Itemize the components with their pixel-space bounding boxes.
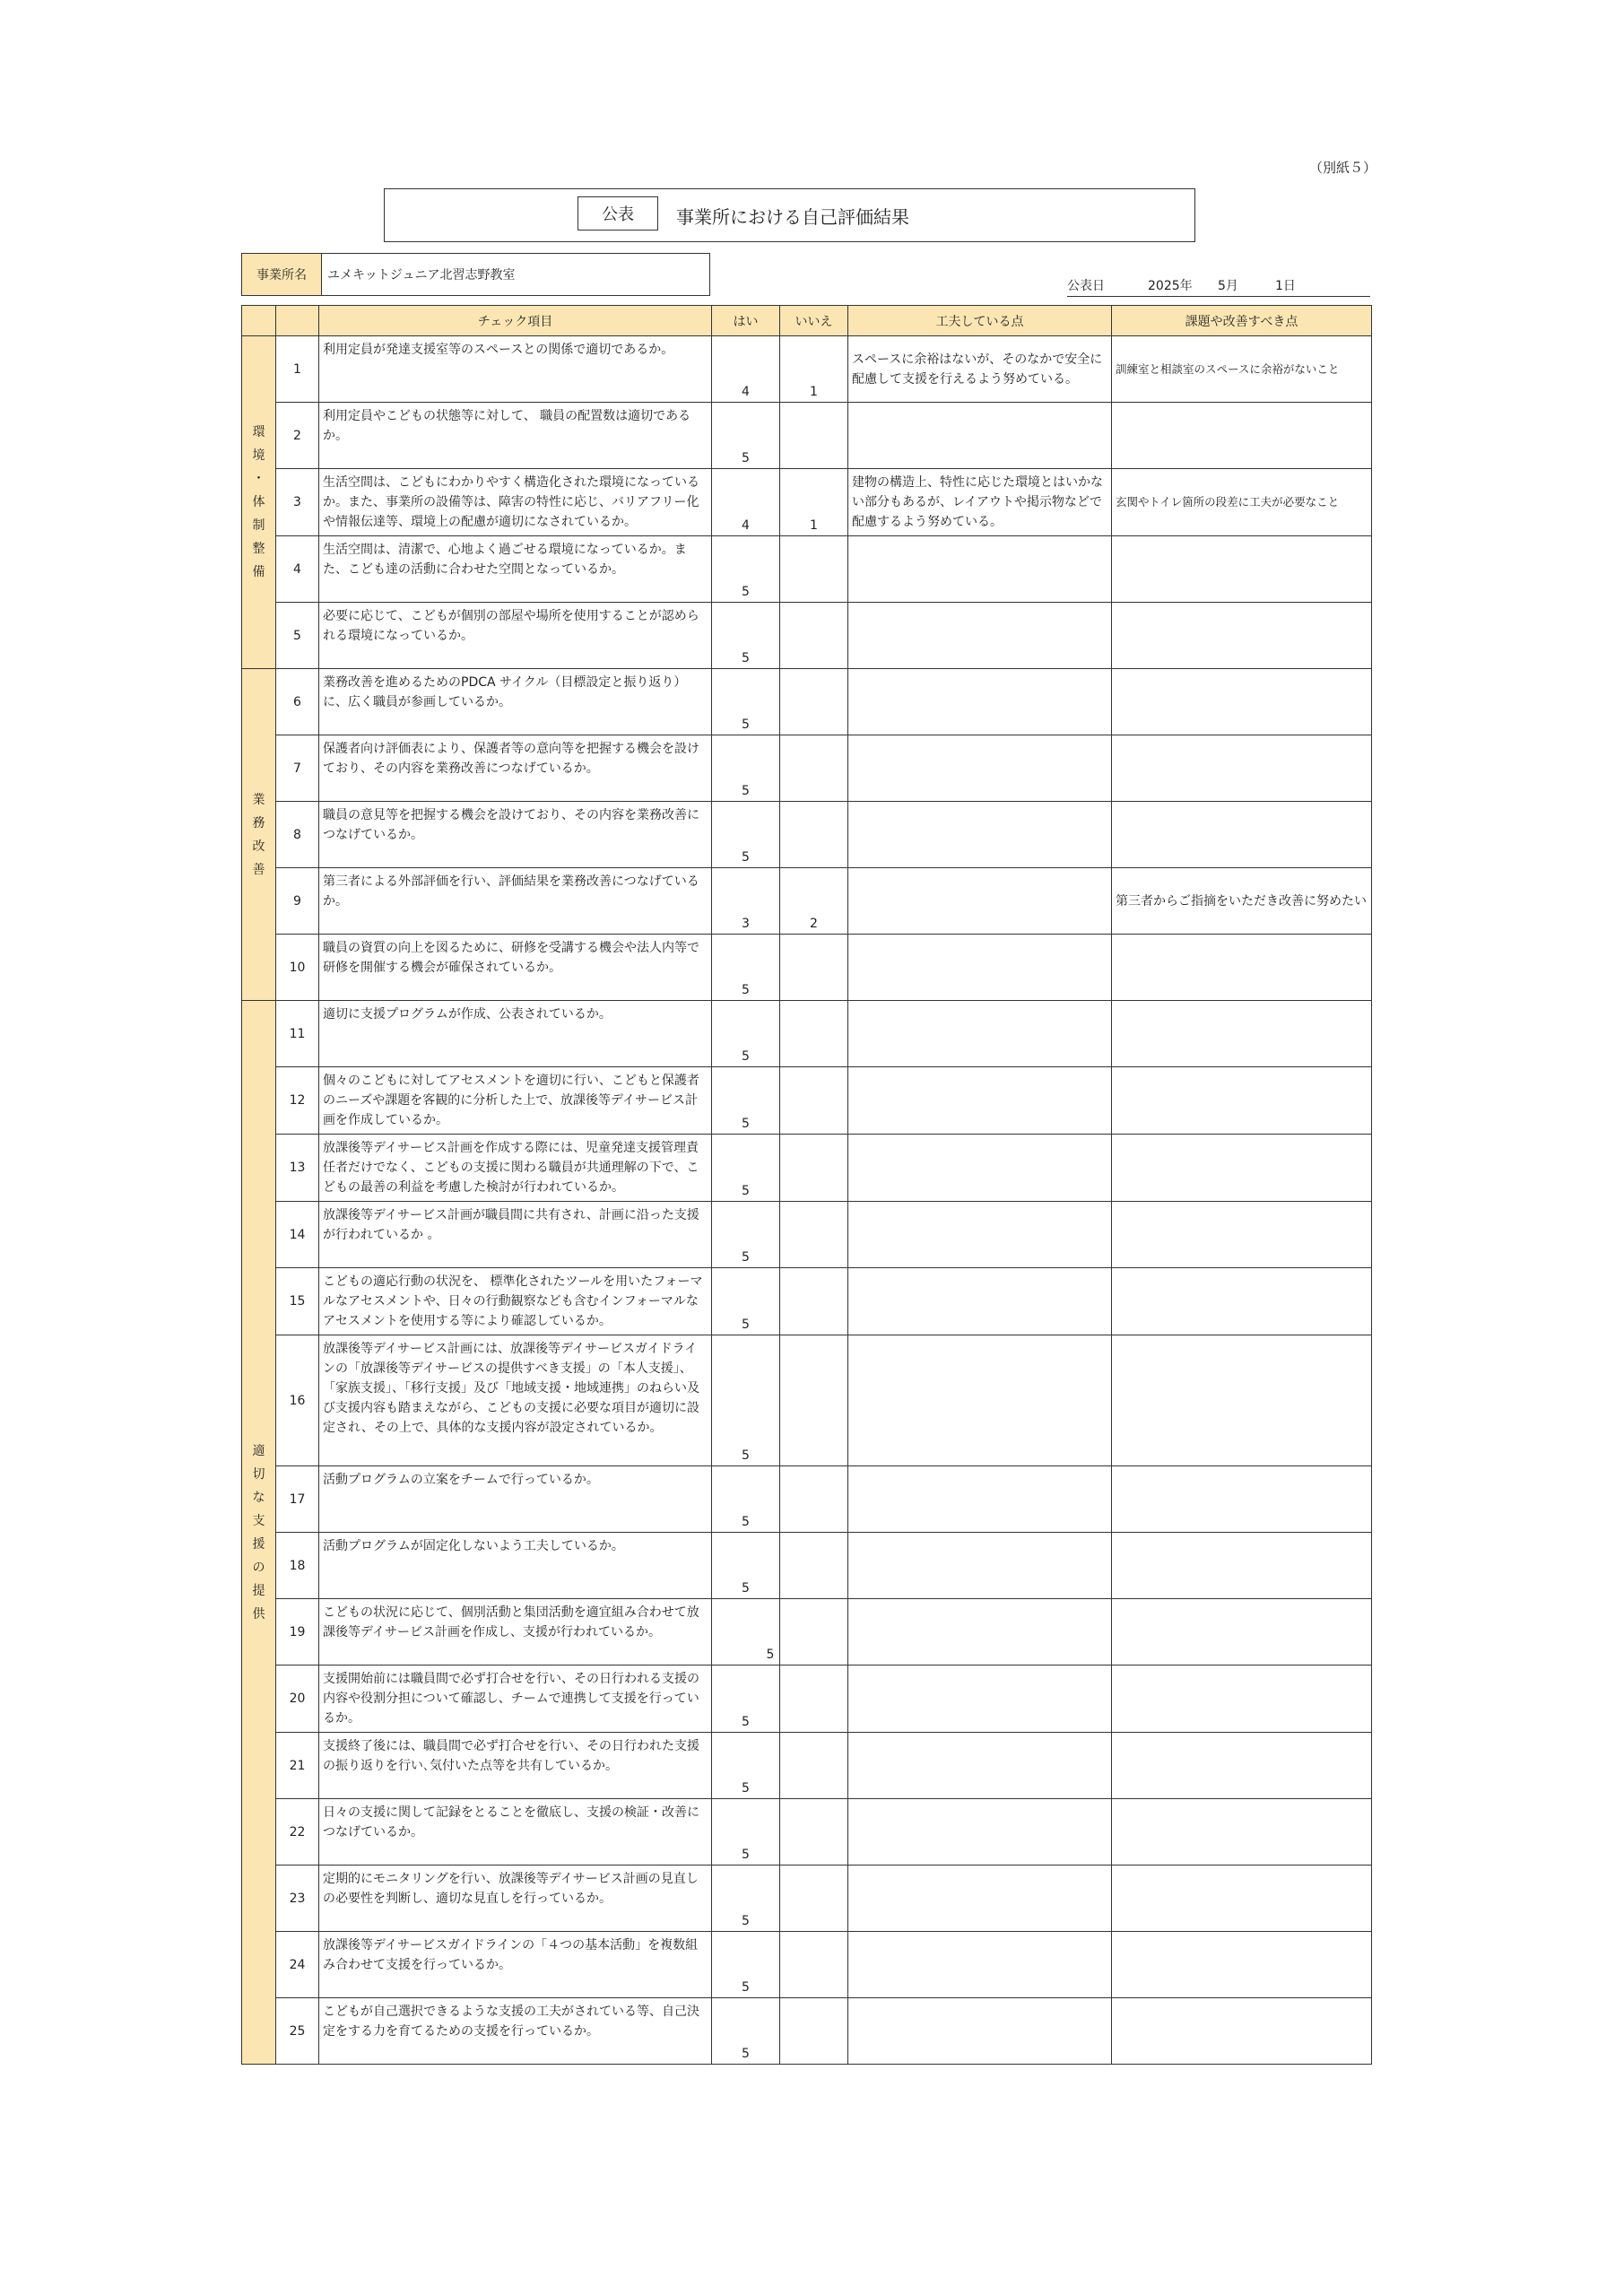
effort-note xyxy=(848,802,1112,868)
table-header-row xyxy=(242,306,1372,336)
header-no: いいえ xyxy=(780,306,848,336)
effort-note xyxy=(848,1733,1112,1799)
yes-count-value: 5 xyxy=(742,1117,750,1131)
effort-note xyxy=(848,935,1112,1001)
item-number: 2 xyxy=(276,403,319,469)
yes-count-value: 4 xyxy=(742,385,750,399)
yes-count-value: 5 xyxy=(742,1049,750,1064)
effort-note xyxy=(848,1932,1112,1998)
item-number: 12 xyxy=(276,1067,319,1135)
yes-count xyxy=(712,1799,780,1866)
effort-note xyxy=(848,1599,1112,1665)
no-count xyxy=(780,1799,848,1866)
issue-note xyxy=(1112,1466,1372,1533)
effort-note xyxy=(848,1268,1112,1335)
public-tag: 公表 xyxy=(578,196,658,230)
check-item-text: 活動プログラムの立案をチームで行っているか。 xyxy=(319,1466,712,1533)
table-row xyxy=(242,336,1372,403)
issue-note xyxy=(1112,669,1372,735)
no-count xyxy=(780,868,848,935)
item-number: 10 xyxy=(276,935,319,1001)
effort-note xyxy=(848,403,1112,469)
effort-note xyxy=(848,669,1112,735)
issue-note xyxy=(1112,1335,1372,1466)
table-row xyxy=(242,669,1372,735)
issue-note xyxy=(1112,603,1372,669)
no-count-value: 2 xyxy=(810,917,818,931)
no-count xyxy=(780,1202,848,1268)
item-number: 25 xyxy=(276,1998,319,2065)
item-number: 20 xyxy=(276,1665,319,1733)
yes-count xyxy=(712,1135,780,1202)
publication-date xyxy=(1067,274,1370,297)
issue-note xyxy=(1112,536,1372,603)
no-count xyxy=(780,802,848,868)
no-count xyxy=(780,1001,848,1067)
table-row xyxy=(242,935,1372,1001)
issue-note xyxy=(1112,1268,1372,1335)
yes-count-value: 5 xyxy=(742,1184,750,1198)
check-item-text: こどもが自己選択できるような支援の工夫がされている等、自己決定をする力を育てるための支援を行っているか。 xyxy=(319,1998,712,2065)
table-row xyxy=(242,802,1372,868)
no-count xyxy=(780,403,848,469)
item-number: 11 xyxy=(276,1001,319,1067)
yes-count-value: 5 xyxy=(742,1848,750,1862)
check-item-text: 第三者による外部評価を行い、評価結果を業務改善につなげているか。 xyxy=(319,868,712,935)
no-count xyxy=(780,1932,848,1998)
item-number: 8 xyxy=(276,802,319,868)
check-item-text: 生活空間は、こどもにわかりやすく構造化された環境になっているか。また、事業所の設備等は、障害の特性に応じ、バリアフリー化や情報伝達等、環境上の配慮が適切になされているか。 xyxy=(319,469,712,536)
yes-count xyxy=(712,1998,780,2065)
yes-count xyxy=(712,669,780,735)
yes-count xyxy=(712,1932,780,1998)
check-item-text: 放課後等デイサービス計画が職員間に共有され、計画に沿った支援が行われているか 。 xyxy=(319,1202,712,1268)
effort-note xyxy=(848,1202,1112,1268)
yes-count xyxy=(712,735,780,802)
check-item-text: 活動プログラムが固定化しないよう工夫しているか。 xyxy=(319,1533,712,1599)
table-row xyxy=(242,469,1372,536)
issue-note xyxy=(1112,1001,1372,1067)
check-item-text: 利用定員やこどもの状態等に対して、 職員の配置数は適切であるか。 xyxy=(319,403,712,469)
yes-count-value: 3 xyxy=(742,917,750,931)
header-check-item: チェック項目 xyxy=(319,306,712,336)
category-label: 業 務 改 善 xyxy=(242,669,276,1001)
table-row xyxy=(242,403,1372,469)
check-item-text: 生活空間は、清潔で、心地よく過ごせる環境になっているか。また、こども達の活動に合わせた空間となっているか。 xyxy=(319,536,712,603)
issue-note xyxy=(1112,1932,1372,1998)
yes-count-value: 5 xyxy=(742,585,750,599)
yes-count xyxy=(712,1533,780,1599)
yes-count xyxy=(712,868,780,935)
effort-note: スペースに余裕はないが、そのなかで安全に配慮して支援を行えるよう努めている。 xyxy=(848,336,1112,403)
effort-note xyxy=(848,1135,1112,1202)
check-item-text: 保護者向け評価表により、保護者等の意向等を把握する機会を設けており、その内容を業務改善につなげているか。 xyxy=(319,735,712,802)
no-count xyxy=(780,536,848,603)
yes-count-value: 5 xyxy=(742,651,750,665)
check-item-text: 日々の支援に関して記録をとることを徹底し、支援の検証・改善につなげているか。 xyxy=(319,1799,712,1866)
effort-note xyxy=(848,735,1112,802)
item-number: 6 xyxy=(276,669,319,735)
no-count xyxy=(780,1466,848,1533)
no-count xyxy=(780,1533,848,1599)
pub-date-year: 2025年 xyxy=(1148,279,1193,293)
no-count-value: 1 xyxy=(810,385,818,399)
item-number: 15 xyxy=(276,1268,319,1335)
no-count xyxy=(780,1335,848,1466)
no-count xyxy=(780,1135,848,1202)
yes-count xyxy=(712,403,780,469)
yes-count xyxy=(712,1733,780,1799)
yes-count-value: 5 xyxy=(742,1250,750,1265)
check-item-text: 利用定員が発達支援室等のスペースとの関係で適切であるか。 xyxy=(319,336,712,403)
check-item-text: 必要に応じて、こどもが個別の部屋や場所を使用することが認められる環境になっているか。 xyxy=(319,603,712,669)
issue-note xyxy=(1112,1998,1372,2065)
issue-note xyxy=(1112,802,1372,868)
no-count xyxy=(780,1599,848,1665)
table-row xyxy=(242,868,1372,935)
check-item-text: こどもの適応行動の状況を、 標準化されたツールを用いたフォーマルなアセスメントや、日々の行動観察なども含むインフォーマルなアセスメントを使用する等により確認しているか。 xyxy=(319,1268,712,1335)
yes-count-value: 5 xyxy=(742,1715,750,1729)
check-item-text: 放課後等デイサービス計画を作成する際には、児童発達支援管理責任者だけでなく、こどもの支援に関わる職員が共通理解の下で、こどもの最善の利益を考慮した検討が行われているか。 xyxy=(319,1135,712,1202)
office-name-value: ユメキットジュニア北習志野教室 xyxy=(327,268,516,283)
yes-count-value: 5 xyxy=(742,1980,750,1995)
no-count xyxy=(780,1866,848,1932)
issue-note: 第三者からご指摘をいただき改善に努めたい xyxy=(1112,868,1372,935)
yes-count xyxy=(712,1268,780,1335)
title-box xyxy=(384,188,1195,242)
table-row xyxy=(242,1466,1372,1533)
item-number: 3 xyxy=(276,469,319,536)
effort-note xyxy=(848,1799,1112,1866)
yes-count xyxy=(712,1202,780,1268)
effort-note: 建物の構造上、特性に応じた環境とはいかない部分もあるが、レイアウトや掲示物などで配慮するよう努めている。 xyxy=(848,469,1112,536)
yes-count-value: 5 xyxy=(742,784,750,798)
effort-note xyxy=(848,1001,1112,1067)
check-item-text: 個々のこどもに対してアセスメントを適切に行い、こどもと保護者のニーズや課題を客観的に分析した上で、放課後等デイサービス計画を作成しているか。 xyxy=(319,1067,712,1135)
issue-note xyxy=(1112,1067,1372,1135)
annex-label: （別紙５） xyxy=(1309,160,1377,176)
issue-note: 訓練室と相談室のスペースに余裕がないこと xyxy=(1112,336,1372,403)
check-item-text: 放課後等デイサービス計画には、放課後等デイサービスガイドラインの「放課後等デイサービスの提供すべき支援」の「本人支援」、「家族支援」、「移行支援」及び「地域支援・地域連携」のねらい及び支援内容も踏まえながら、こどもの支援に必要な項目が適切に設定され、その上で、具体的な支援内容が設定されているか。 xyxy=(319,1335,712,1466)
no-count xyxy=(780,336,848,403)
no-count xyxy=(780,1268,848,1335)
issue-note xyxy=(1112,1135,1372,1202)
item-number: 17 xyxy=(276,1466,319,1533)
item-number: 1 xyxy=(276,336,319,403)
no-count xyxy=(780,935,848,1001)
item-number: 16 xyxy=(276,1335,319,1466)
table-row xyxy=(242,1001,1372,1067)
pub-date-day: 1日 xyxy=(1275,279,1296,293)
header-category xyxy=(242,306,276,336)
table-row xyxy=(242,1932,1372,1998)
effort-note xyxy=(848,1998,1112,2065)
yes-count-value: 5 xyxy=(742,1448,750,1463)
check-item-text: 適切に支援プログラムが作成、公表されているか。 xyxy=(319,1001,712,1067)
effort-note xyxy=(848,536,1112,603)
check-item-text: 職員の資質の向上を図るために、研修を受講する機会や法人内等で研修を開催する機会が確保されているか。 xyxy=(319,935,712,1001)
header-yes: はい xyxy=(712,306,780,336)
yes-count xyxy=(712,1599,780,1665)
yes-count xyxy=(712,1466,780,1533)
item-number: 24 xyxy=(276,1932,319,1998)
yes-count-value: 5 xyxy=(742,1914,750,1928)
effort-note xyxy=(848,1665,1112,1733)
table-row xyxy=(242,1335,1372,1466)
issue-note xyxy=(1112,735,1372,802)
yes-count xyxy=(712,1001,780,1067)
item-number: 19 xyxy=(276,1599,319,1665)
no-count xyxy=(780,469,848,536)
issue-note xyxy=(1112,1599,1372,1665)
no-count xyxy=(780,1665,848,1733)
item-number: 22 xyxy=(276,1799,319,1866)
issue-note xyxy=(1112,1533,1372,1599)
yes-count-value: 5 xyxy=(742,451,750,465)
yes-count-value: 5 xyxy=(742,1781,750,1796)
no-count xyxy=(780,735,848,802)
office-name-box xyxy=(241,253,710,296)
table-row xyxy=(242,1135,1372,1202)
yes-count xyxy=(712,603,780,669)
table-row xyxy=(242,536,1372,603)
yes-count-value: 5 xyxy=(742,718,750,732)
office-name-label: 事業所名 xyxy=(242,254,322,295)
table-row xyxy=(242,735,1372,802)
issue-note xyxy=(1112,1202,1372,1268)
no-count xyxy=(780,1998,848,2065)
table-row xyxy=(242,1202,1372,1268)
yes-count-value: 5 xyxy=(742,2047,750,2061)
issue-note xyxy=(1112,1665,1372,1733)
yes-count-value: 4 xyxy=(742,518,750,533)
issue-note xyxy=(1112,403,1372,469)
table-row xyxy=(242,1067,1372,1135)
yes-count xyxy=(712,336,780,403)
yes-count xyxy=(712,536,780,603)
table-row xyxy=(242,1533,1372,1599)
check-item-text: 職員の意見等を把握する機会を設けており、その内容を業務改善につなげているか。 xyxy=(319,802,712,868)
yes-count-value: 5 xyxy=(766,1648,775,1662)
yes-count xyxy=(712,935,780,1001)
pub-date-label: 公表日 xyxy=(1067,279,1105,293)
table-row xyxy=(242,1998,1372,2065)
no-count xyxy=(780,603,848,669)
table-row xyxy=(242,1733,1372,1799)
item-number: 21 xyxy=(276,1733,319,1799)
header-effort: 工夫している点 xyxy=(848,306,1112,336)
issue-note xyxy=(1112,1866,1372,1932)
yes-count xyxy=(712,1067,780,1135)
item-number: 9 xyxy=(276,868,319,935)
item-number: 14 xyxy=(276,1202,319,1268)
item-number: 7 xyxy=(276,735,319,802)
effort-note xyxy=(848,1335,1112,1466)
table-row xyxy=(242,1268,1372,1335)
no-count xyxy=(780,1733,848,1799)
effort-note xyxy=(848,868,1112,935)
item-number: 23 xyxy=(276,1866,319,1932)
yes-count-value: 5 xyxy=(742,850,750,865)
yes-count-value: 5 xyxy=(742,983,750,997)
effort-note xyxy=(848,1067,1112,1135)
page-title: 事業所における自己評価結果 xyxy=(676,206,909,228)
table-row xyxy=(242,1866,1372,1932)
check-item-text: 業務改善を進めるためのPDCA サイクル（目標設定と振り返り）に、広く職員が参画しているか。 xyxy=(319,669,712,735)
effort-note xyxy=(848,1866,1112,1932)
category-label: 環 境 ・ 体 制 整 備 xyxy=(242,336,276,669)
table-row xyxy=(242,603,1372,669)
header-issues: 課題や改善すべき点 xyxy=(1112,306,1372,336)
yes-count-value: 5 xyxy=(742,1515,750,1529)
no-count-value: 1 xyxy=(810,518,818,533)
effort-note xyxy=(848,603,1112,669)
yes-count xyxy=(712,802,780,868)
issue-note xyxy=(1112,1733,1372,1799)
table-row xyxy=(242,1665,1372,1733)
item-number: 5 xyxy=(276,603,319,669)
item-number: 4 xyxy=(276,536,319,603)
yes-count xyxy=(712,1866,780,1932)
no-count xyxy=(780,669,848,735)
effort-note xyxy=(848,1533,1112,1599)
yes-count xyxy=(712,1335,780,1466)
check-item-text: 定期的にモニタリングを行い、放課後等デイサービス計画の見直しの必要性を判断し、適切な見直しを行っているか。 xyxy=(319,1866,712,1932)
item-number: 13 xyxy=(276,1135,319,1202)
table-row xyxy=(242,1799,1372,1866)
yes-count-value: 5 xyxy=(742,1318,750,1332)
effort-note xyxy=(848,1466,1112,1533)
no-count xyxy=(780,1067,848,1135)
issue-note xyxy=(1112,1799,1372,1866)
check-item-text: こどもの状況に応じて、個別活動と集団活動を適宜組み合わせて放課後等デイサービス計画を作成し、支援が行われているか。 xyxy=(319,1599,712,1665)
issue-note: 玄関やトイレ箇所の段差に工夫が必要なこと xyxy=(1112,469,1372,536)
check-item-text: 支援開始前には職員間で必ず打合せを行い、その日行われる支援の内容や役割分担について確認し、チームで連携して支援を行っているか。 xyxy=(319,1665,712,1733)
pub-date-month: 5月 xyxy=(1218,279,1238,293)
check-item-text: 放課後等デイサービスガイドラインの「４つの基本活動」を複数組み合わせて支援を行っているか。 xyxy=(319,1932,712,1998)
check-item-text: 支援終了後には、職員間で必ず打合せを行い、その日行われた支援の振り返りを行い､気付いた点等を共有しているか。 xyxy=(319,1733,712,1799)
category-label: 適 切 な 支 援 の 提 供 xyxy=(242,1001,276,2065)
item-number: 18 xyxy=(276,1533,319,1599)
yes-count-value: 5 xyxy=(742,1581,750,1596)
yes-count xyxy=(712,469,780,536)
issue-note xyxy=(1112,935,1372,1001)
evaluation-table xyxy=(241,305,1372,2065)
yes-count xyxy=(712,1665,780,1733)
header-number xyxy=(276,306,319,336)
table-row xyxy=(242,1599,1372,1665)
